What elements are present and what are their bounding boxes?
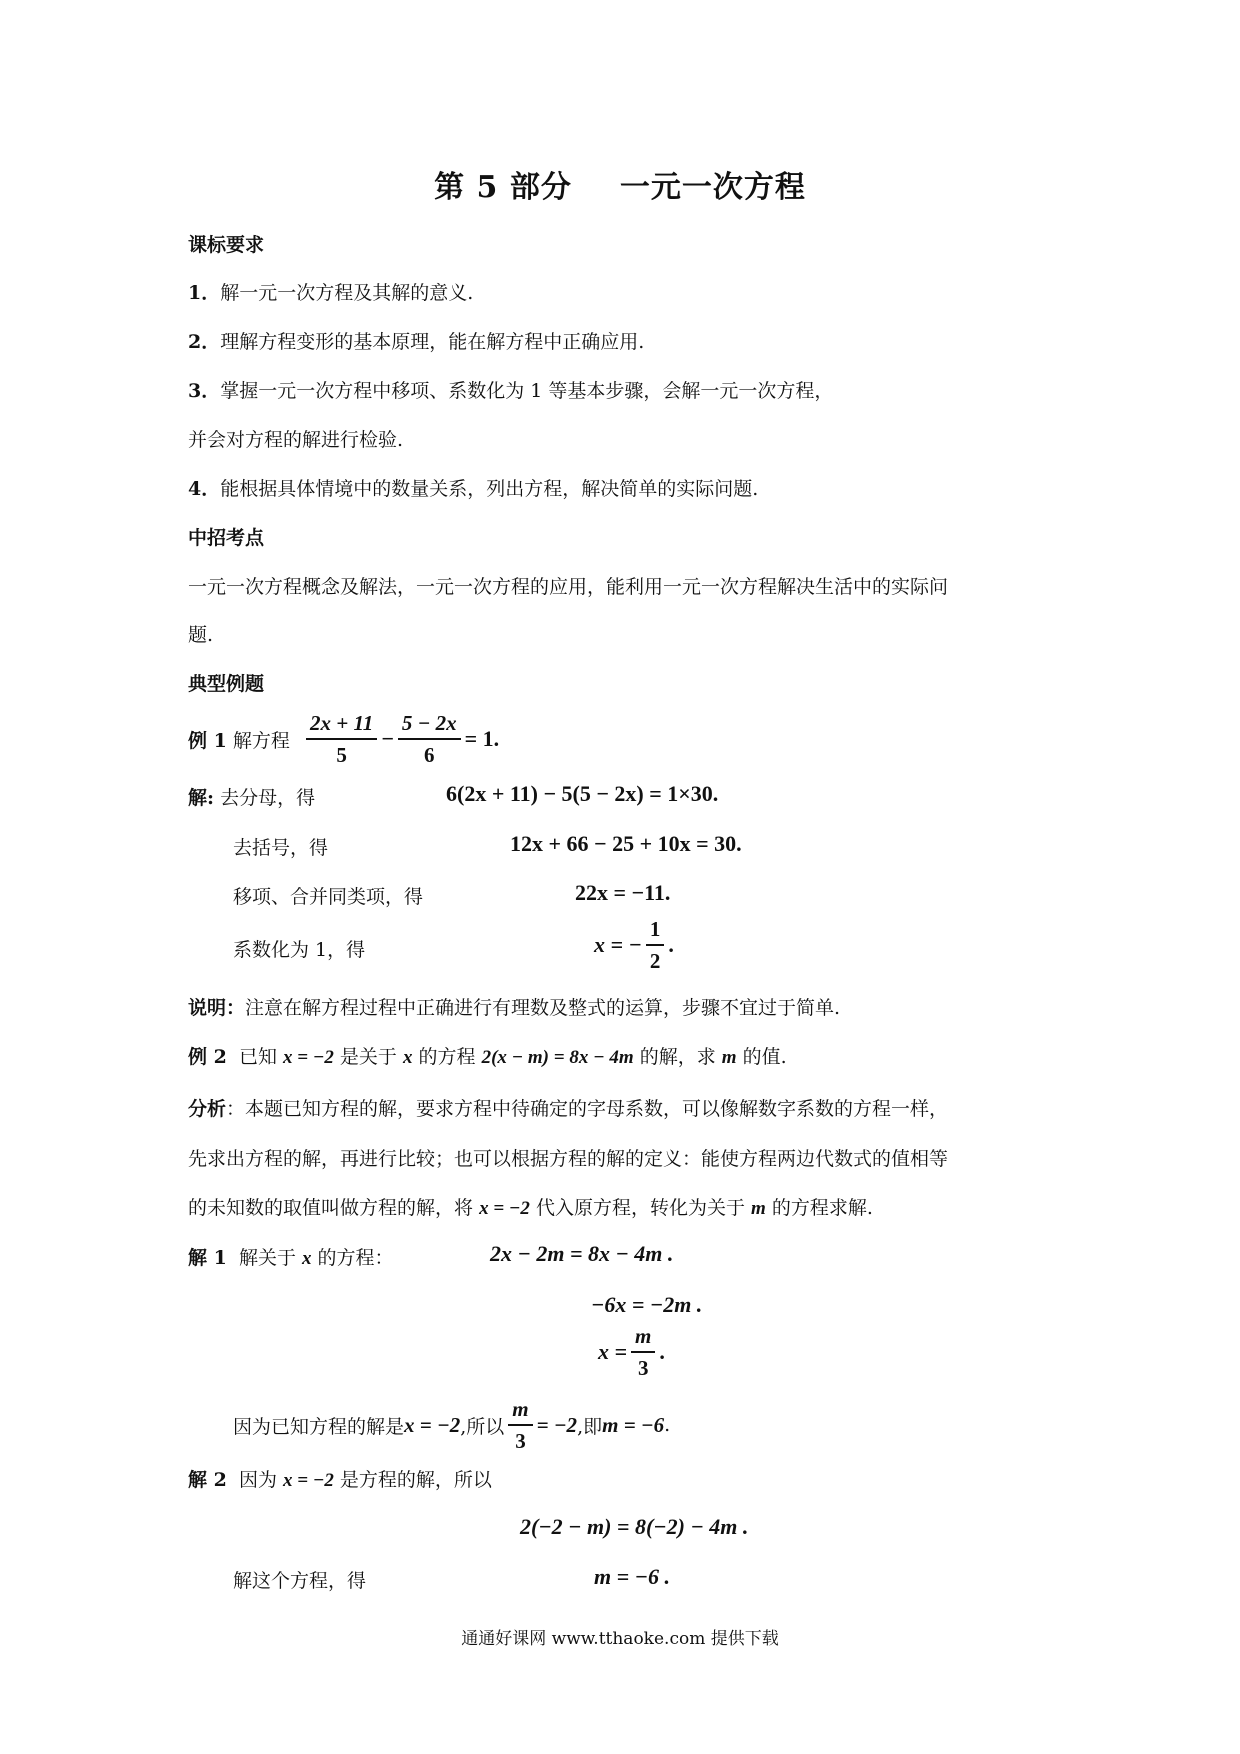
solution-2-eq-1: 2(−2 − m) = 8(−2) − 4m .	[520, 1514, 749, 1539]
fraction-2: $\frac{5 - 2x}{6}$	[398, 710, 461, 768]
standard-item-2: 2．理解方程变形的基本原理，能在解方程中正确应用.	[188, 331, 645, 353]
solution-1-eq-1: 2x − 2m = 8x − 4m .	[490, 1241, 674, 1266]
step-3-text: 移项、合并同类项，得	[233, 886, 424, 908]
example-1-question: 例 1 解方程 $\frac{2x + 11}{5}$ − $\frac{5 - 2x}{6}$ = 1.	[188, 711, 500, 767]
analysis-line-1: 分析：本题已知方程的解，要求方程中待确定的字母系数，可以像解数字系数的方程一样，	[188, 1098, 949, 1120]
exam-points-heading: 中招考点	[188, 527, 265, 549]
solution-1-intro: 解 1 解关于 x 的方程：	[188, 1247, 394, 1269]
examples-heading: 典型例题	[188, 673, 265, 695]
example-2-question: 例 2 已知 x = −2 是关于 x 的方程 2(x − m) = 8x − 4m 的解，求 m 的值.	[188, 1046, 787, 1068]
step-1-equation: 6(2x + 11) − 5(5 − 2x) = 1×30.	[446, 781, 719, 806]
solution-2-intro: 解 2 因为 x = −2 是方程的解，所以	[188, 1469, 492, 1491]
step-2-text: 去括号，得	[233, 837, 329, 859]
solution-1-eq-2: −6x = −2m .	[591, 1292, 703, 1317]
analysis-line-2: 先求出方程的解，再进行比较；也可以根据方程的解的定义：能使方程两边代数式的值相等	[188, 1148, 949, 1170]
standard-item-3-cont: 并会对方程的解进行检验.	[188, 429, 404, 451]
solution-2-eq-2: m = −6 .	[594, 1564, 670, 1589]
exam-points-line-1: 一元一次方程概念及解法，一元一次方程的应用，能利用一元一次方程解决生活中的实际问	[188, 576, 949, 598]
example-1-solution-label: 解: 去分母，得	[188, 787, 316, 809]
standards-heading: 课标要求	[188, 234, 265, 256]
solution-2-text: 解这个方程，得	[233, 1570, 367, 1592]
footer-text: 通通好课网 www.tthaoke.com 提供下载	[461, 1629, 779, 1649]
solution-1-conclusion: 因为已知方程的解是 x = −2 ,所以 $\frac{m}{3}$ = −2 ,即 m = −6 .	[233, 1397, 671, 1453]
step-4-equation: x = − $\frac{1}{2}$ .	[594, 917, 674, 973]
step-4-text: 系数化为 1，得	[233, 939, 366, 961]
page-title: 第 5 部分 一元一次方程	[434, 170, 806, 205]
step-2-equation: 12x + 66 − 25 + 10x = 30.	[510, 831, 742, 856]
example-1-note: 说明：注意在解方程过程中正确进行有理数及整式的运算，步骤不宜过于简单.	[188, 997, 841, 1019]
analysis-line-3: 的未知数的取值叫做方程的解，将 x = −2 代入原方程，转化为关于 m 的方程求解.	[188, 1197, 873, 1219]
exam-points-line-2: 题.	[188, 624, 214, 646]
standard-item-1: 1．解一元一次方程及其解的意义.	[188, 282, 474, 304]
solution-1-eq-3: x = $\frac{m}{3}$ .	[598, 1324, 665, 1380]
fraction-1: $\frac{2x + 11}{5}$	[306, 710, 377, 768]
standard-item-3: 3．掌握一元一次方程中移项、系数化为 1 等基本步骤，会解一元一次方程，	[188, 380, 834, 402]
step-3-equation: 22x = −11.	[575, 880, 671, 905]
standard-item-4: 4．能根据具体情境中的数量关系，列出方程，解决简单的实际问题.	[188, 478, 759, 500]
